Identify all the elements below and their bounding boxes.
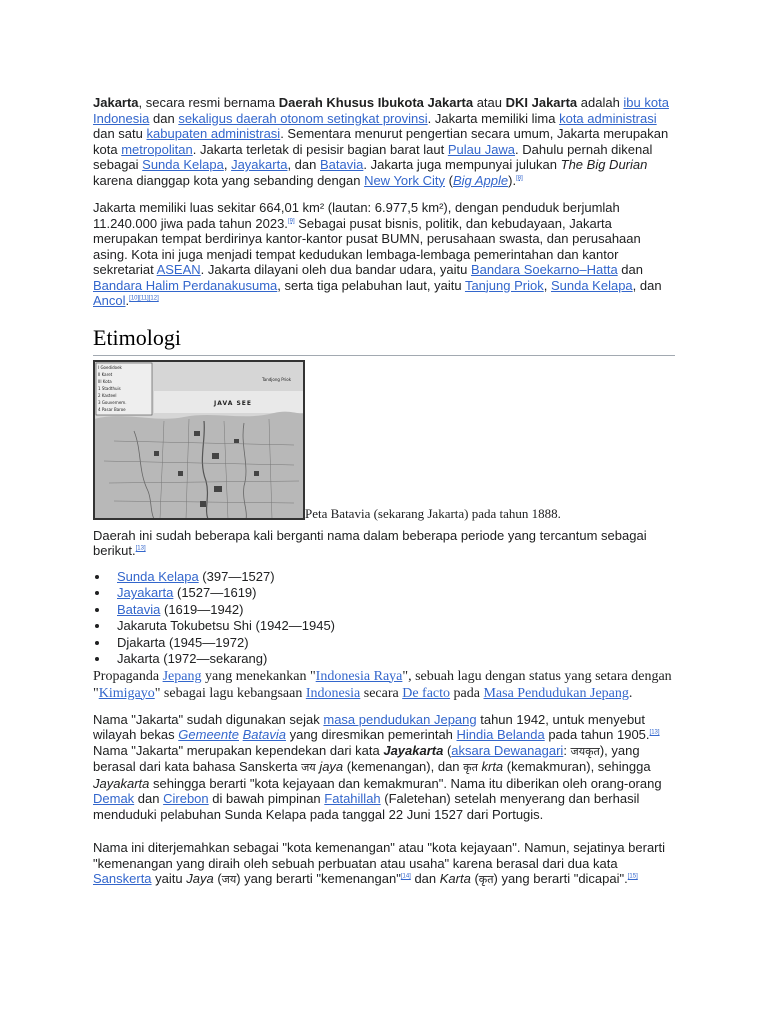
text: ) yang berarti "dicapai". <box>493 871 628 886</box>
article-subject: Jakarta <box>93 95 139 110</box>
map-legend-line: 1 Stadthuis <box>98 385 121 391</box>
devanagari-text: जय <box>221 873 237 886</box>
text: . Jakarta dilayani oleh dua bandar udara, yaitu <box>200 262 471 277</box>
link-bandara-halim[interactable]: Bandara Halim Perdanakusuma <box>93 277 278 293</box>
text: (1527—1619) <box>173 585 257 600</box>
link-jepang[interactable]: Jepang <box>162 668 202 684</box>
text: dan <box>410 871 440 886</box>
text: dan <box>149 110 179 126</box>
text: dan <box>134 791 164 806</box>
text: ( <box>470 871 479 886</box>
link-tanjung-priok[interactable]: Tanjung Priok <box>464 277 544 293</box>
text: , dan <box>632 277 662 293</box>
nickname: The Big Durian <box>560 157 648 172</box>
term-jaya: Jaya <box>186 871 214 886</box>
text: , <box>223 157 232 172</box>
map-legend-line: 3 Gouvernem. <box>98 399 127 405</box>
text: Jakarta memiliki luas sekitar 664,01 km² (lautan: 6.977,5 km²), dengan penduduk berjumlah 11.240.000 jiwa pada tahun 2023. <box>93 200 620 231</box>
map-legend-line: II Karet <box>98 371 113 377</box>
link-big-apple[interactable]: Big Apple <box>452 172 509 188</box>
link-kota-administrasi[interactable]: kota administrasi <box>559 110 657 126</box>
text: Nama "Jakarta" merupakan kependekan dari kata <box>93 742 384 758</box>
text: (kemenangan), dan <box>343 759 464 774</box>
text: . Sementara menurut pengertian secara umum, Jakarta merupakan kota <box>93 126 669 157</box>
text: di bawah pimpinan <box>208 791 325 806</box>
link-masa-pendudukan-jepang[interactable]: masa pendudukan Jepang <box>323 711 477 727</box>
reference-link[interactable]: [9] <box>287 218 295 225</box>
section-heading-etimologi: Etimologi <box>93 325 675 356</box>
text: Nama "Jakarta" sudah digunakan sejak <box>93 711 324 727</box>
text: : <box>563 742 571 758</box>
name-origin-paragraph <box>93 712 675 823</box>
translation-paragraph <box>93 840 675 888</box>
text: , serta tiga pelabuhan laut, yaitu <box>277 277 465 293</box>
link-batavia[interactable]: Batavia <box>242 727 286 742</box>
link-indonesia[interactable]: Indonesia <box>305 685 361 701</box>
link-aksara-dewanagari[interactable]: aksara Dewanagari <box>451 742 564 758</box>
text: Sebagai pusat bisnis, politik, dan kebudayaan, Jakarta merupakan tempat berdirinya kantor-kantor pusat BUMN, perusahaan swasta, dan perusahaan asing. Kota ini juga menjadi tempat kedudukan lembaga-lembaga pemerintahan dan kantor sekretariat <box>93 215 641 277</box>
text: . <box>628 685 633 701</box>
text: dan <box>617 262 643 277</box>
reference-link[interactable]: [10][11][12] <box>129 295 159 302</box>
list-item: Jakaruta Tokubetsu Shi (1942—1945) <box>117 618 675 635</box>
list-item <box>117 585 675 602</box>
devanagari-text: जय <box>301 761 316 774</box>
devanagari-text: जयकृत <box>570 744 600 758</box>
link-pulau-jawa[interactable]: Pulau Jawa <box>447 141 516 157</box>
text: ). <box>508 172 517 188</box>
reference-link[interactable]: [8] <box>516 175 523 182</box>
text: , dan <box>287 157 320 172</box>
reference-link[interactable]: [15] <box>627 873 638 880</box>
link-fatahillah[interactable]: Fatahillah <box>324 791 381 806</box>
batavia-map-image[interactable] <box>93 360 305 520</box>
list-item <box>117 602 675 619</box>
text: (1619—1942) <box>160 601 244 617</box>
link-sunda-kelapa[interactable]: Sunda Kelapa <box>142 157 224 172</box>
text: . Jakarta memiliki lima <box>427 110 560 126</box>
text: sehingga berarti "kota kejayaan dan kemakmuran". Nama itu diberikan oleh orang-orang <box>149 775 662 791</box>
link-jayakarta[interactable]: Jayakarta <box>117 585 174 600</box>
text: secara <box>360 685 403 701</box>
link-gemeente[interactable]: Gemeente <box>178 727 239 742</box>
text: yang menekankan " <box>201 668 316 684</box>
overview-paragraph <box>93 200 675 309</box>
text: . <box>125 293 130 308</box>
text: (397—1527) <box>198 568 275 584</box>
text: Propaganda <box>93 668 163 684</box>
reference-link[interactable]: [13] <box>135 545 146 552</box>
text: " sebagai lagu kebangsaan <box>154 685 306 701</box>
text: , <box>543 277 551 293</box>
devanagari-text: कृत <box>478 873 494 886</box>
short-name: DKI Jakarta <box>505 95 578 110</box>
term-krta: krta <box>481 759 504 774</box>
link-bandara-soetta[interactable]: Bandara Soekarno–Hatta <box>470 262 618 277</box>
link-metropolitan[interactable]: metropolitan <box>121 141 193 157</box>
map-legend-line: I Goedidoek <box>98 364 122 370</box>
text: pada <box>450 685 484 701</box>
term-jayakarta: Jayakarta <box>383 742 444 758</box>
link-ibukota[interactable]: ibu kota Indonesia <box>93 95 669 126</box>
list-item: Djakarta (1945—1972) <box>117 635 675 652</box>
text: ", sebuah lagu dengan status yang setara dengan " <box>93 668 672 701</box>
link-masa-pendudukan-jepang[interactable]: Masa Pendudukan Jepang <box>483 685 629 701</box>
link-indonesia-raya[interactable]: Indonesia Raya <box>315 668 403 684</box>
intro-paragraph <box>93 95 675 188</box>
text: ( <box>444 172 453 188</box>
link-ancol[interactable]: Ancol <box>93 293 126 308</box>
term-jayakarta: Jayakarta <box>93 775 150 791</box>
propaganda-paragraph <box>93 668 675 702</box>
map-legend-line: 2 Kasteel <box>98 392 117 398</box>
text: tahun 1942, untuk menyebut wilayah bekas <box>93 711 646 742</box>
map-caption: Peta Batavia (sekarang Jakarta) pada tahun 1888. <box>305 506 561 521</box>
link-asean[interactable]: ASEAN <box>156 262 201 277</box>
map-figure <box>93 360 675 520</box>
reference-link[interactable]: [13] <box>649 729 660 736</box>
link-hindia-belanda[interactable]: Hindia Belanda <box>456 727 545 742</box>
text: yaitu <box>151 871 187 886</box>
text: atau <box>473 95 506 110</box>
map-legend-line: III Kota <box>98 378 112 384</box>
link-kimigayo[interactable]: Kimigayo <box>98 685 155 701</box>
text: yang diresmikan pemerintah <box>285 727 457 742</box>
list-item: Jakarta (1972—sekarang) <box>117 651 675 668</box>
text: , secara resmi bernama <box>138 95 279 110</box>
reference-link[interactable]: [14] <box>400 873 411 880</box>
text: . Jakarta juga mempunyai julukan <box>363 157 561 172</box>
name-history-list <box>93 569 675 668</box>
article-content <box>93 95 675 900</box>
text: (Faletehan) setelah menyerang dan berhasil menduduki pelabuhan Sunda Kelapa pada tanggal 22 Juni 1527 dari Portugis. <box>93 791 640 822</box>
text: (kemakmuran), sehingga <box>503 759 651 774</box>
link-daerah-otonom[interactable]: sekaligus daerah otonom setingkat provinsi <box>178 110 428 126</box>
term-jaya: jaya <box>319 759 344 774</box>
link-sunda-kelapa[interactable]: Sunda Kelapa <box>117 568 199 584</box>
devanagari-text: कृत <box>463 761 478 774</box>
link-sanskerta[interactable]: Sanskerta <box>93 871 152 886</box>
text: karena dianggap kota yang sebanding dengan <box>93 172 365 188</box>
link-jayakarta[interactable]: Jayakarta <box>231 157 288 172</box>
text: Nama ini diterjemahkan sebagai "kota kemenangan" atau "kota kejayaan". Namun, sejatinya berarti "kemenangan yang diraih oleh sebuah perbuatan atau usaha" karena berasal dari dua kata <box>93 840 666 871</box>
official-name: Daerah Khusus Ibukota Jakarta <box>278 95 474 110</box>
text: adalah <box>577 95 624 110</box>
map-sea-label: JAVA SEE <box>214 399 252 407</box>
link-de-facto[interactable]: De facto <box>402 685 451 701</box>
link-cirebon[interactable]: Cirebon <box>163 791 209 806</box>
link-kabupaten-administrasi[interactable]: kabupaten administrasi <box>146 126 281 141</box>
term-karta: Karta <box>439 871 471 886</box>
list-item <box>117 569 675 586</box>
map-legend-line: 4 Pasar Baroe <box>98 406 126 412</box>
link-batavia[interactable]: Batavia <box>117 601 161 617</box>
link-batavia[interactable]: Batavia <box>319 157 364 172</box>
text: pada tahun 1905. <box>544 727 650 742</box>
text: . Dahulu pernah dikenal sebagai <box>93 141 653 172</box>
map-place-label: Tandjong Priok <box>262 376 292 382</box>
text: ) yang berarti "kemenangan" <box>236 871 401 886</box>
name-history-intro <box>93 528 675 559</box>
text: Daerah ini sudah beberapa kali berganti nama dalam beberapa periode yang tercantum sebagai berikut. <box>93 527 647 558</box>
text: dan satu <box>93 126 147 141</box>
text: ( <box>213 871 222 886</box>
text: ), yang berasal dari kata bahasa Sanskerta <box>93 742 640 774</box>
text: . Jakarta terletak di pesisir bagian barat laut <box>192 141 448 157</box>
text: ( <box>443 742 452 758</box>
link-new-york-city[interactable]: New York City <box>364 172 445 188</box>
link-sunda-kelapa[interactable]: Sunda Kelapa <box>550 277 633 293</box>
link-demak[interactable]: Demak <box>93 791 135 806</box>
